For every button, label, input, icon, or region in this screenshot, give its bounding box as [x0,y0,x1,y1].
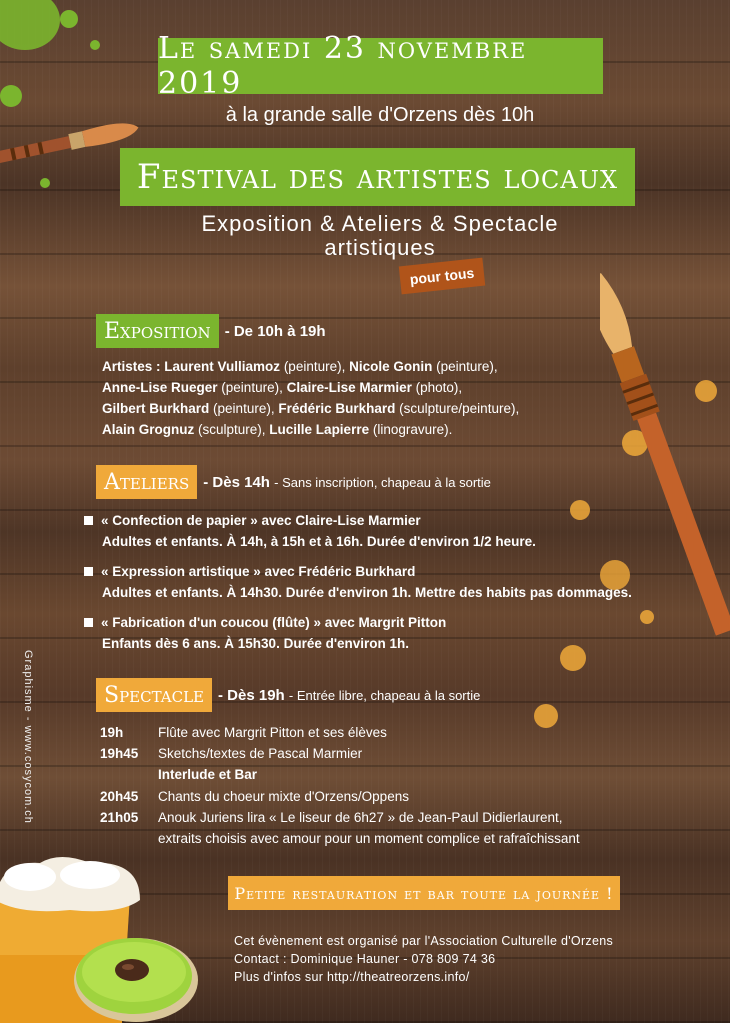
artist-name: Nicole Gonin [349,359,433,374]
program-text: Interlude et Bar [158,767,258,782]
macaron-icon [70,932,200,1023]
ateliers-hours [203,474,491,491]
program-text: extraits choisis avec amour pour un moment complice et rafraîchissant [158,831,580,846]
atelier-detail-text: Adultes et enfants. À 14h30. Durée d'environ 1h. Mettre des habits pas dommages. [102,585,632,600]
atelier-detail [84,633,654,654]
green-paint-splat [0,85,22,107]
program-time: 19h45 [100,746,139,761]
green-paint-splat [60,10,78,28]
program-row [100,786,409,807]
artist-role: (linogravure). [372,422,453,437]
artist-name: Laurent Vulliamoz [164,359,281,374]
festival-title-banner [120,148,635,206]
ateliers-time: - Dès 14h [203,473,270,491]
program-row [100,743,362,764]
restauration-text: Petite restauration et bar toute la journée ! [234,883,614,903]
artists-line [102,419,582,440]
footer-organizer: Cet évènement est organisé par l'Association Culturelle d'Orzens [234,934,614,948]
green-paint-splat [90,40,100,50]
atelier-detail-text: Enfants dès 6 ans. À 15h30. Durée d'environ 1h. [102,636,410,651]
program-time: 19h [100,725,124,740]
artist-role: (peinture), [213,401,279,416]
artists-line [102,356,582,377]
artist-name: Anne-Lise Rueger [102,380,218,395]
artist-role: (sculpture), [198,422,270,437]
tagline-line1: Exposition & Ateliers & Spectacle [201,211,559,236]
ateliers-label: Ateliers [96,465,197,499]
exposition-hours: - De 10h à 19h [224,322,326,340]
exposition-heading [96,314,326,348]
credit-text: Graphisme - www.cosycom.ch [22,650,34,824]
program-row [100,722,387,743]
program-row [100,764,257,785]
artists-prefix: Artistes : [102,359,165,374]
artist-name: Lucille Lapierre [269,422,370,437]
artist-role: (photo), [415,380,463,395]
restauration-banner [228,876,620,910]
artists-line [102,377,582,398]
ateliers-note: - Sans inscription, chapeau à la sortie [274,474,491,490]
spectacle-time: - Dès 19h [218,686,285,704]
bullet-icon [84,618,93,627]
spectacle-hours [218,687,480,704]
atelier-title: « Confection de papier » avec Claire-Lise Marmier [101,513,421,528]
ateliers-heading [96,465,491,499]
program-text: Flûte avec Margrit Pitton et ses élèves [158,725,387,740]
tagline [150,212,610,260]
atelier-item [84,510,654,552]
program-time: 21h05 [100,810,139,825]
bullet-icon [84,516,93,525]
artist-name: Gilbert Burkhard [102,401,210,416]
atelier-item [84,561,664,603]
spectacle-label: Spectacle [96,678,212,712]
credit [18,650,40,850]
program-text: Chants du choeur mixte d'Orzens/Oppens [158,789,409,804]
event-place: à la grande salle d'Orzens dès 10h [225,104,535,126]
footer-website[interactable]: Plus d'infos sur http://theatreorzens.info/ [234,970,470,984]
footer-contact: Contact : Dominique Hauner - 078 809 74 36 [234,952,496,966]
program-row [100,807,563,828]
exposition-label: Exposition [96,314,219,348]
atelier-item [84,612,654,654]
program-time: 20h45 [100,789,139,804]
artist-role: (peinture), [283,359,350,374]
artist-name: Alain Grognuz [102,422,195,437]
tagline-line2: artistiques [324,235,436,260]
artist-name: Claire-Lise Marmier [286,380,412,395]
artist-role: (peinture), [436,359,498,374]
festival-title: Festival des artistes locaux [136,157,619,197]
event-date: Le samedi 23 novembre 2019 [158,31,528,101]
artist-role: (sculpture/peinture), [399,401,520,416]
atelier-title: « Expression artistique » avec Frédéric Burkhard [101,564,416,579]
program-row [100,828,580,849]
audience-badge: pour tous [399,258,485,295]
spectacle-note: - Entrée libre, chapeau à la sortie [288,687,481,703]
atelier-title: « Fabrication d'un coucou (flûte) » avec Margrit Pitton [101,615,447,630]
artists-line [102,398,582,419]
footer [234,932,613,986]
artist-role: (peinture), [221,380,287,395]
bullet-icon [84,567,93,576]
exposition-artists [102,356,582,440]
orange-paint-splat [534,704,558,728]
green-paint-splat [0,0,60,50]
atelier-detail [84,531,654,552]
atelier-detail [84,582,664,603]
event-date-banner [158,31,603,101]
artist-name: Frédéric Burkhard [278,401,396,416]
green-paint-splat [40,178,50,188]
atelier-detail-text: Adultes et enfants. À 14h, à 15h et à 16h. Durée d'environ 1/2 heure. [102,534,536,549]
program-text: Sketchs/textes de Pascal Marmier [158,746,363,761]
spectacle-heading [96,678,480,712]
program-text: Anouk Juriens lira « Le liseur de 6h27 » de Jean-Paul Didierlaurent, [158,810,563,825]
